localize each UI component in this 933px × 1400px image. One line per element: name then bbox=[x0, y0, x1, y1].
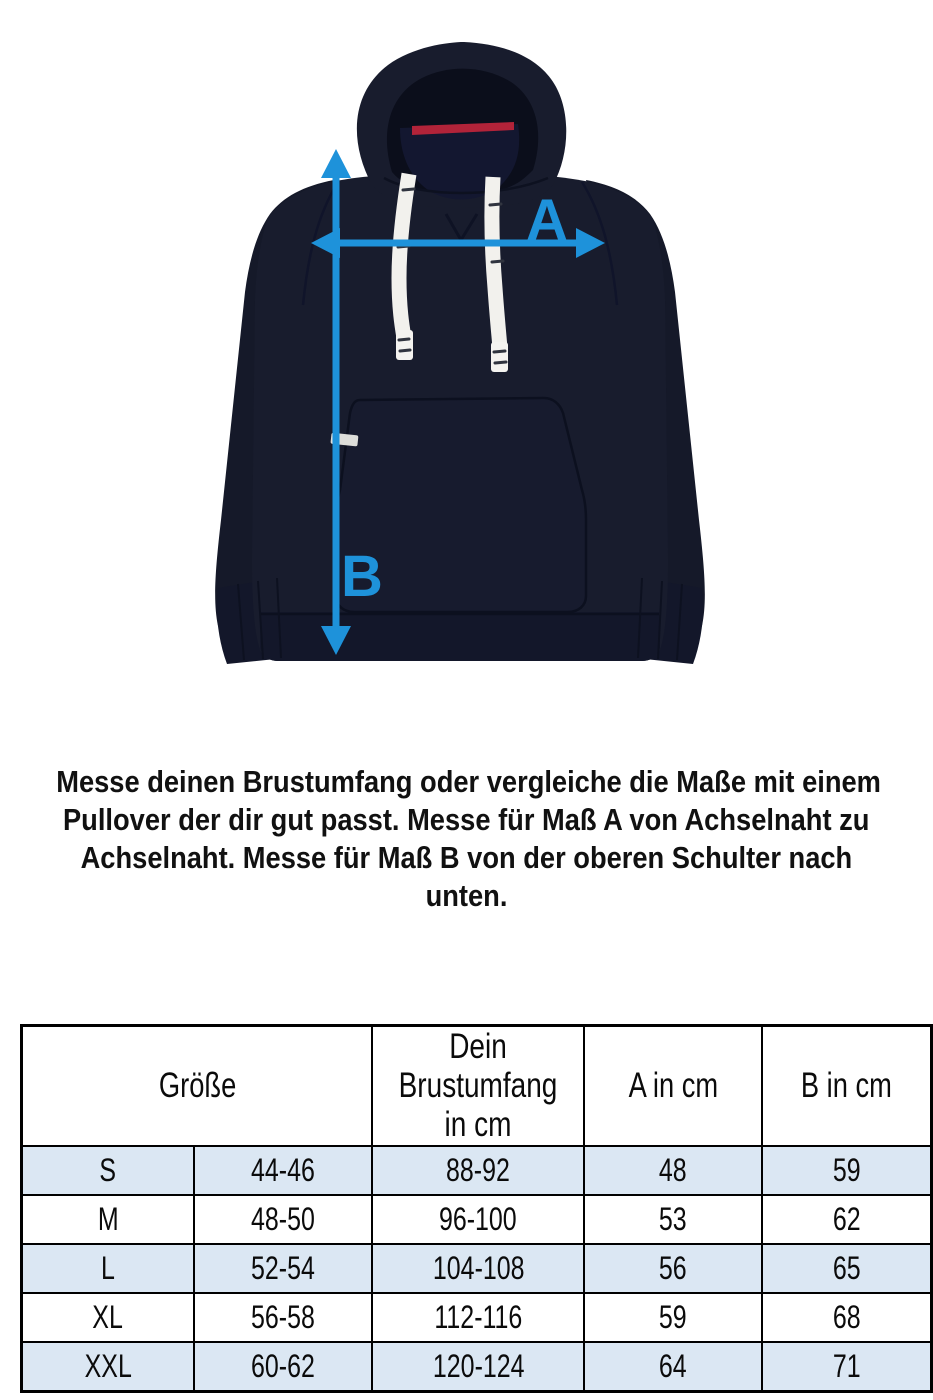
table-row-s bbox=[22, 1146, 932, 1195]
cell-a-text: 56 bbox=[659, 1250, 687, 1287]
cell-size-range-text: 56-58 bbox=[251, 1299, 315, 1336]
hoodie-shape bbox=[215, 42, 705, 664]
header-b-label: B in cm bbox=[800, 1066, 892, 1106]
instruction-line-text: unten. bbox=[425, 878, 508, 913]
cell-chest bbox=[372, 1244, 584, 1293]
cell-size bbox=[22, 1146, 194, 1195]
instruction-line-text: Pullover der dir gut passt. Messe für Maß A von Achselnaht zu bbox=[63, 802, 870, 837]
cell-b bbox=[762, 1342, 932, 1392]
cell-a-text: 64 bbox=[659, 1348, 687, 1385]
cell-size-text: M bbox=[97, 1201, 119, 1238]
cell-chest bbox=[372, 1195, 584, 1244]
cell-b-text: 59 bbox=[832, 1152, 861, 1189]
cell-b-text: 68 bbox=[832, 1299, 861, 1336]
cell-a-text: 59 bbox=[659, 1299, 687, 1336]
size-table-body bbox=[22, 1146, 932, 1392]
size-table bbox=[20, 1024, 933, 1393]
cell-a bbox=[584, 1342, 761, 1392]
measure-a-label: A bbox=[526, 188, 568, 253]
cell-size-text: L bbox=[100, 1250, 115, 1287]
cell-chest-text: 120-124 bbox=[432, 1348, 525, 1385]
cell-size-range bbox=[194, 1342, 373, 1392]
table-row-m bbox=[22, 1195, 932, 1244]
cell-chest bbox=[372, 1146, 584, 1195]
cell-size-range bbox=[194, 1146, 373, 1195]
hem-band bbox=[260, 612, 660, 661]
cell-chest-text: 96-100 bbox=[439, 1201, 518, 1238]
cell-a-text: 48 bbox=[659, 1152, 687, 1189]
right-aglet bbox=[491, 342, 508, 372]
header-chest bbox=[372, 1026, 584, 1147]
size-table-header bbox=[22, 1026, 932, 1147]
cell-a bbox=[584, 1146, 761, 1195]
cell-b bbox=[762, 1244, 932, 1293]
instruction-line bbox=[0, 839, 933, 877]
cell-size-range-text: 48-50 bbox=[251, 1201, 315, 1238]
cell-chest-text: 104-108 bbox=[432, 1250, 525, 1287]
cell-a bbox=[584, 1195, 761, 1244]
header-size-label: Größe bbox=[158, 1066, 236, 1106]
cell-size-range-text: 60-62 bbox=[251, 1348, 315, 1385]
cell-size bbox=[22, 1342, 194, 1392]
cell-a bbox=[584, 1293, 761, 1342]
cell-b bbox=[762, 1195, 932, 1244]
cell-chest-text: 112-116 bbox=[434, 1299, 523, 1336]
header-row bbox=[22, 1026, 932, 1147]
instruction-line-text: Messe deinen Brustumfang oder vergleiche die Maße mit einem bbox=[56, 764, 881, 799]
cell-size-range bbox=[194, 1293, 373, 1342]
instruction-line bbox=[0, 801, 933, 839]
cell-size-text: S bbox=[99, 1152, 117, 1189]
header-chest-label: Dein Brustumfang in cm bbox=[398, 1027, 558, 1145]
cell-chest bbox=[372, 1342, 584, 1392]
table-row-xl bbox=[22, 1293, 932, 1342]
cell-chest-text: 88-92 bbox=[446, 1152, 511, 1189]
cell-size-range-text: 52-54 bbox=[251, 1250, 315, 1287]
table-row-xxl bbox=[22, 1342, 932, 1392]
cell-size bbox=[22, 1195, 194, 1244]
header-a-label: A in cm bbox=[628, 1066, 718, 1106]
cell-size-range-text: 44-46 bbox=[251, 1152, 315, 1189]
cell-b-text: 62 bbox=[832, 1201, 861, 1238]
left-aglet bbox=[396, 330, 413, 360]
arrowhead-up-icon bbox=[321, 149, 351, 178]
header-size bbox=[22, 1026, 373, 1147]
instruction-line-text: Achselnaht. Messe für Maß B von der oberen Schulter nach bbox=[80, 840, 853, 875]
table-row-l bbox=[22, 1244, 932, 1293]
cell-b bbox=[762, 1293, 932, 1342]
cell-chest bbox=[372, 1293, 584, 1342]
cell-size bbox=[22, 1244, 194, 1293]
cell-size-range bbox=[194, 1195, 373, 1244]
cell-a bbox=[584, 1244, 761, 1293]
cell-size bbox=[22, 1293, 194, 1342]
cell-b-text: 71 bbox=[832, 1348, 861, 1385]
cell-size-range bbox=[194, 1244, 373, 1293]
cell-b bbox=[762, 1146, 932, 1195]
cell-size-text: XL bbox=[92, 1299, 124, 1336]
measuring-instructions bbox=[0, 763, 933, 915]
cell-size-text: XXL bbox=[84, 1348, 132, 1385]
cell-b-text: 65 bbox=[832, 1250, 861, 1287]
cell-a-text: 53 bbox=[659, 1201, 687, 1238]
header-a bbox=[584, 1026, 761, 1147]
header-b bbox=[762, 1026, 932, 1147]
instruction-line bbox=[0, 877, 933, 915]
instruction-line bbox=[0, 763, 933, 801]
measure-b-label: B bbox=[341, 544, 383, 609]
